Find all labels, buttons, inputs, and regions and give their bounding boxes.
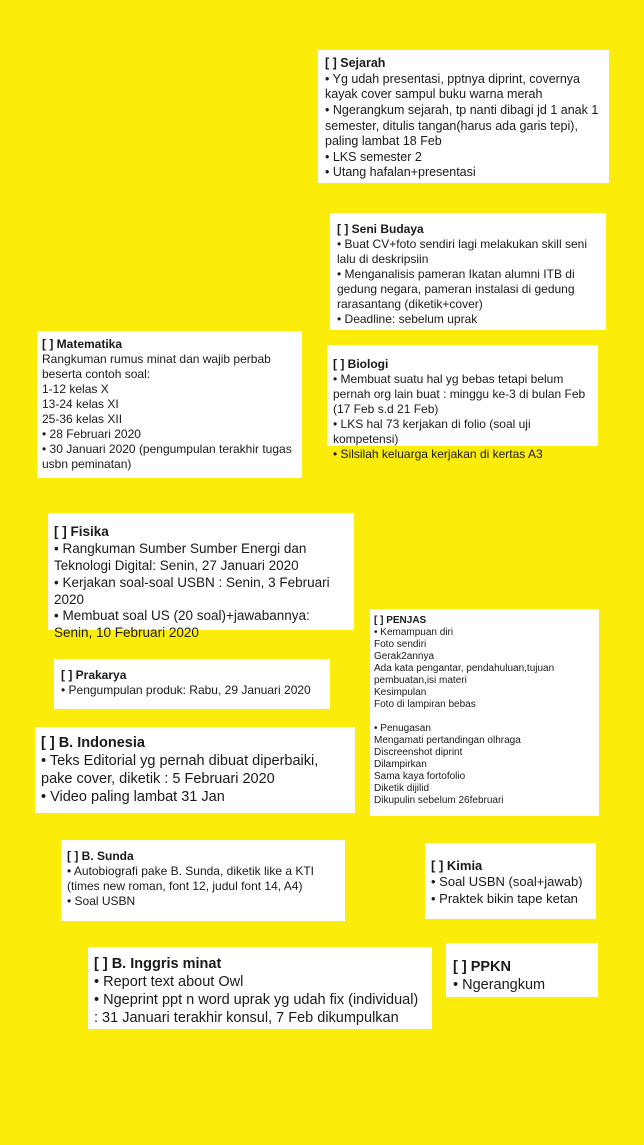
note-ppkn xyxy=(446,943,598,997)
note-kimia xyxy=(425,843,596,919)
note-line: • 28 Februari 2020 xyxy=(42,427,141,441)
note-line: Sama kaya fortofolio xyxy=(374,771,466,782)
note-line: Kesimpulan xyxy=(374,687,427,698)
note-title: [ ] Fisika xyxy=(54,524,109,539)
note-b-indonesia xyxy=(35,727,355,813)
note-line: Ada kata pengantar, pendahuluan,tujuan pembuatan,isi materi xyxy=(374,663,555,686)
note-line: Discreenshot diprint xyxy=(374,747,463,758)
note-line: • Kerjakan soal-soal USBN : Senin, 3 Februari 2020 xyxy=(54,574,330,607)
note-b-inggris-minat xyxy=(88,947,432,1029)
note-line: • Utang hafalan+presentasi xyxy=(325,165,476,180)
note-line: • Rangkuman Sumber Sumber Energi dan Teknologi Digital: Senin, 27 Januari 2020 xyxy=(54,540,307,573)
note-title: [ ] B. Indonesia xyxy=(41,735,145,751)
note-title: [ ] Sejarah xyxy=(325,56,386,70)
note-line: • Silsilah keluarga kerjakan di kertas A3 xyxy=(333,447,543,461)
note-line: • Soal USBN xyxy=(67,894,136,908)
note-line: • Kemampuan diri xyxy=(374,627,454,638)
note-biologi xyxy=(327,345,598,461)
note-title: [ ] B. Inggris minat xyxy=(94,956,222,972)
note-line: Dilampirkan xyxy=(374,759,427,770)
note-fisika xyxy=(48,513,354,641)
note-title: [ ] Matematika xyxy=(42,337,123,351)
note-line: • Pengumpulan produk: Rabu, 29 Januari 2020 xyxy=(61,683,311,697)
note-line: • Autobiografi pake B. Sunda, diketik like a KTI (times new roman, font 12, judul font 14, A4) xyxy=(67,864,315,893)
note-line: Dikupulin sebelum 26februari xyxy=(374,795,504,806)
note-title: [ ] Prakarya xyxy=(61,668,127,682)
note-b-sunda xyxy=(61,840,345,921)
note-line: • Teks Editorial yg pernah dibuat diperbaiki, pake cover, diketik : 5 Februari 2020 xyxy=(41,753,319,788)
note-line: Foto di lampiran bebas xyxy=(374,699,476,710)
note-title: [ ] Kimia xyxy=(431,858,483,873)
note-title: [ ] Biologi xyxy=(333,357,389,371)
note-line: Mengamati pertandingan olhraga xyxy=(374,735,521,746)
note-title: [ ] PENJAS xyxy=(374,615,427,626)
note-penjas xyxy=(370,609,599,816)
note-line xyxy=(374,711,594,723)
note-title: [ ] Seni Budaya xyxy=(337,222,424,236)
note-line: 1-12 kelas X xyxy=(42,382,109,396)
note-prakarya xyxy=(54,659,330,709)
note-line: • Membuat suatu hal yg bebas tetapi belum pernah org lain buat : minggu ke-3 di bulan Feb (17 Feb s.d 21 Feb) xyxy=(333,372,586,416)
note-line: • Penugasan xyxy=(374,723,431,734)
note-line: • LKS hal 73 kerjakan di folio (soal uji kompetensi) xyxy=(333,417,531,446)
note-line: • Report text about Owl xyxy=(94,974,244,991)
note-line: • Ngerangkum xyxy=(453,977,546,994)
note-line: Gerak2annya xyxy=(374,651,435,662)
note-sejarah xyxy=(318,50,609,183)
note-line: Rangkuman rumus minat dan wajib perbab beserta contoh soal: xyxy=(42,352,271,381)
note-line: • LKS semester 2 xyxy=(325,149,422,164)
note-matematika xyxy=(37,331,302,478)
note-line: 25-36 kelas XII xyxy=(42,412,123,426)
note-line: Foto sendiri xyxy=(374,639,427,650)
note-line: • Ngeprint ppt n word uprak yg udah fix (individual) : 31 Januari terakhir konsul, 7 Feb dikumpulkan xyxy=(94,992,419,1027)
note-line: • 30 Januari 2020 (pengumpulan terakhir tugas usbn peminatan) xyxy=(42,442,292,471)
note-line: 13-24 kelas XI xyxy=(42,397,119,411)
note-line: • Deadline: sebelum uprak xyxy=(337,312,478,326)
note-line: • Praktek bikin tape ketan xyxy=(431,890,578,906)
note-line: • Soal USBN (soal+jawab) xyxy=(431,874,583,890)
note-seni-budaya xyxy=(330,213,606,330)
note-line: • Buat CV+foto sendiri lagi melakukan skill seni lalu di deskripsiin xyxy=(337,237,587,266)
note-line: Diketik dijilid xyxy=(374,783,430,794)
note-line: • Membuat soal US (20 soal)+jawabannya: Senin, 10 Februari 2020 xyxy=(54,608,310,641)
note-title: [ ] B. Sunda xyxy=(67,849,134,863)
note-title: [ ] PPKN xyxy=(453,959,511,975)
note-line: • Ngerangkum sejarah, tp nanti dibagi jd 1 anak 1 semester, ditulis tangan(harus ada garis tepi), paling lambat 18 Feb xyxy=(325,102,599,149)
note-line: • Video paling lambat 31 Jan xyxy=(41,789,225,806)
note-line: • Yg udah presentasi, pptnya diprint, covernya kayak cover sampul buku warna merah xyxy=(325,71,580,102)
note-line: • Menganalisis pameran Ikatan alumni ITB di gedung negara, pameran instalasi di gedung rarasantang (diketik+cover) xyxy=(337,267,575,311)
